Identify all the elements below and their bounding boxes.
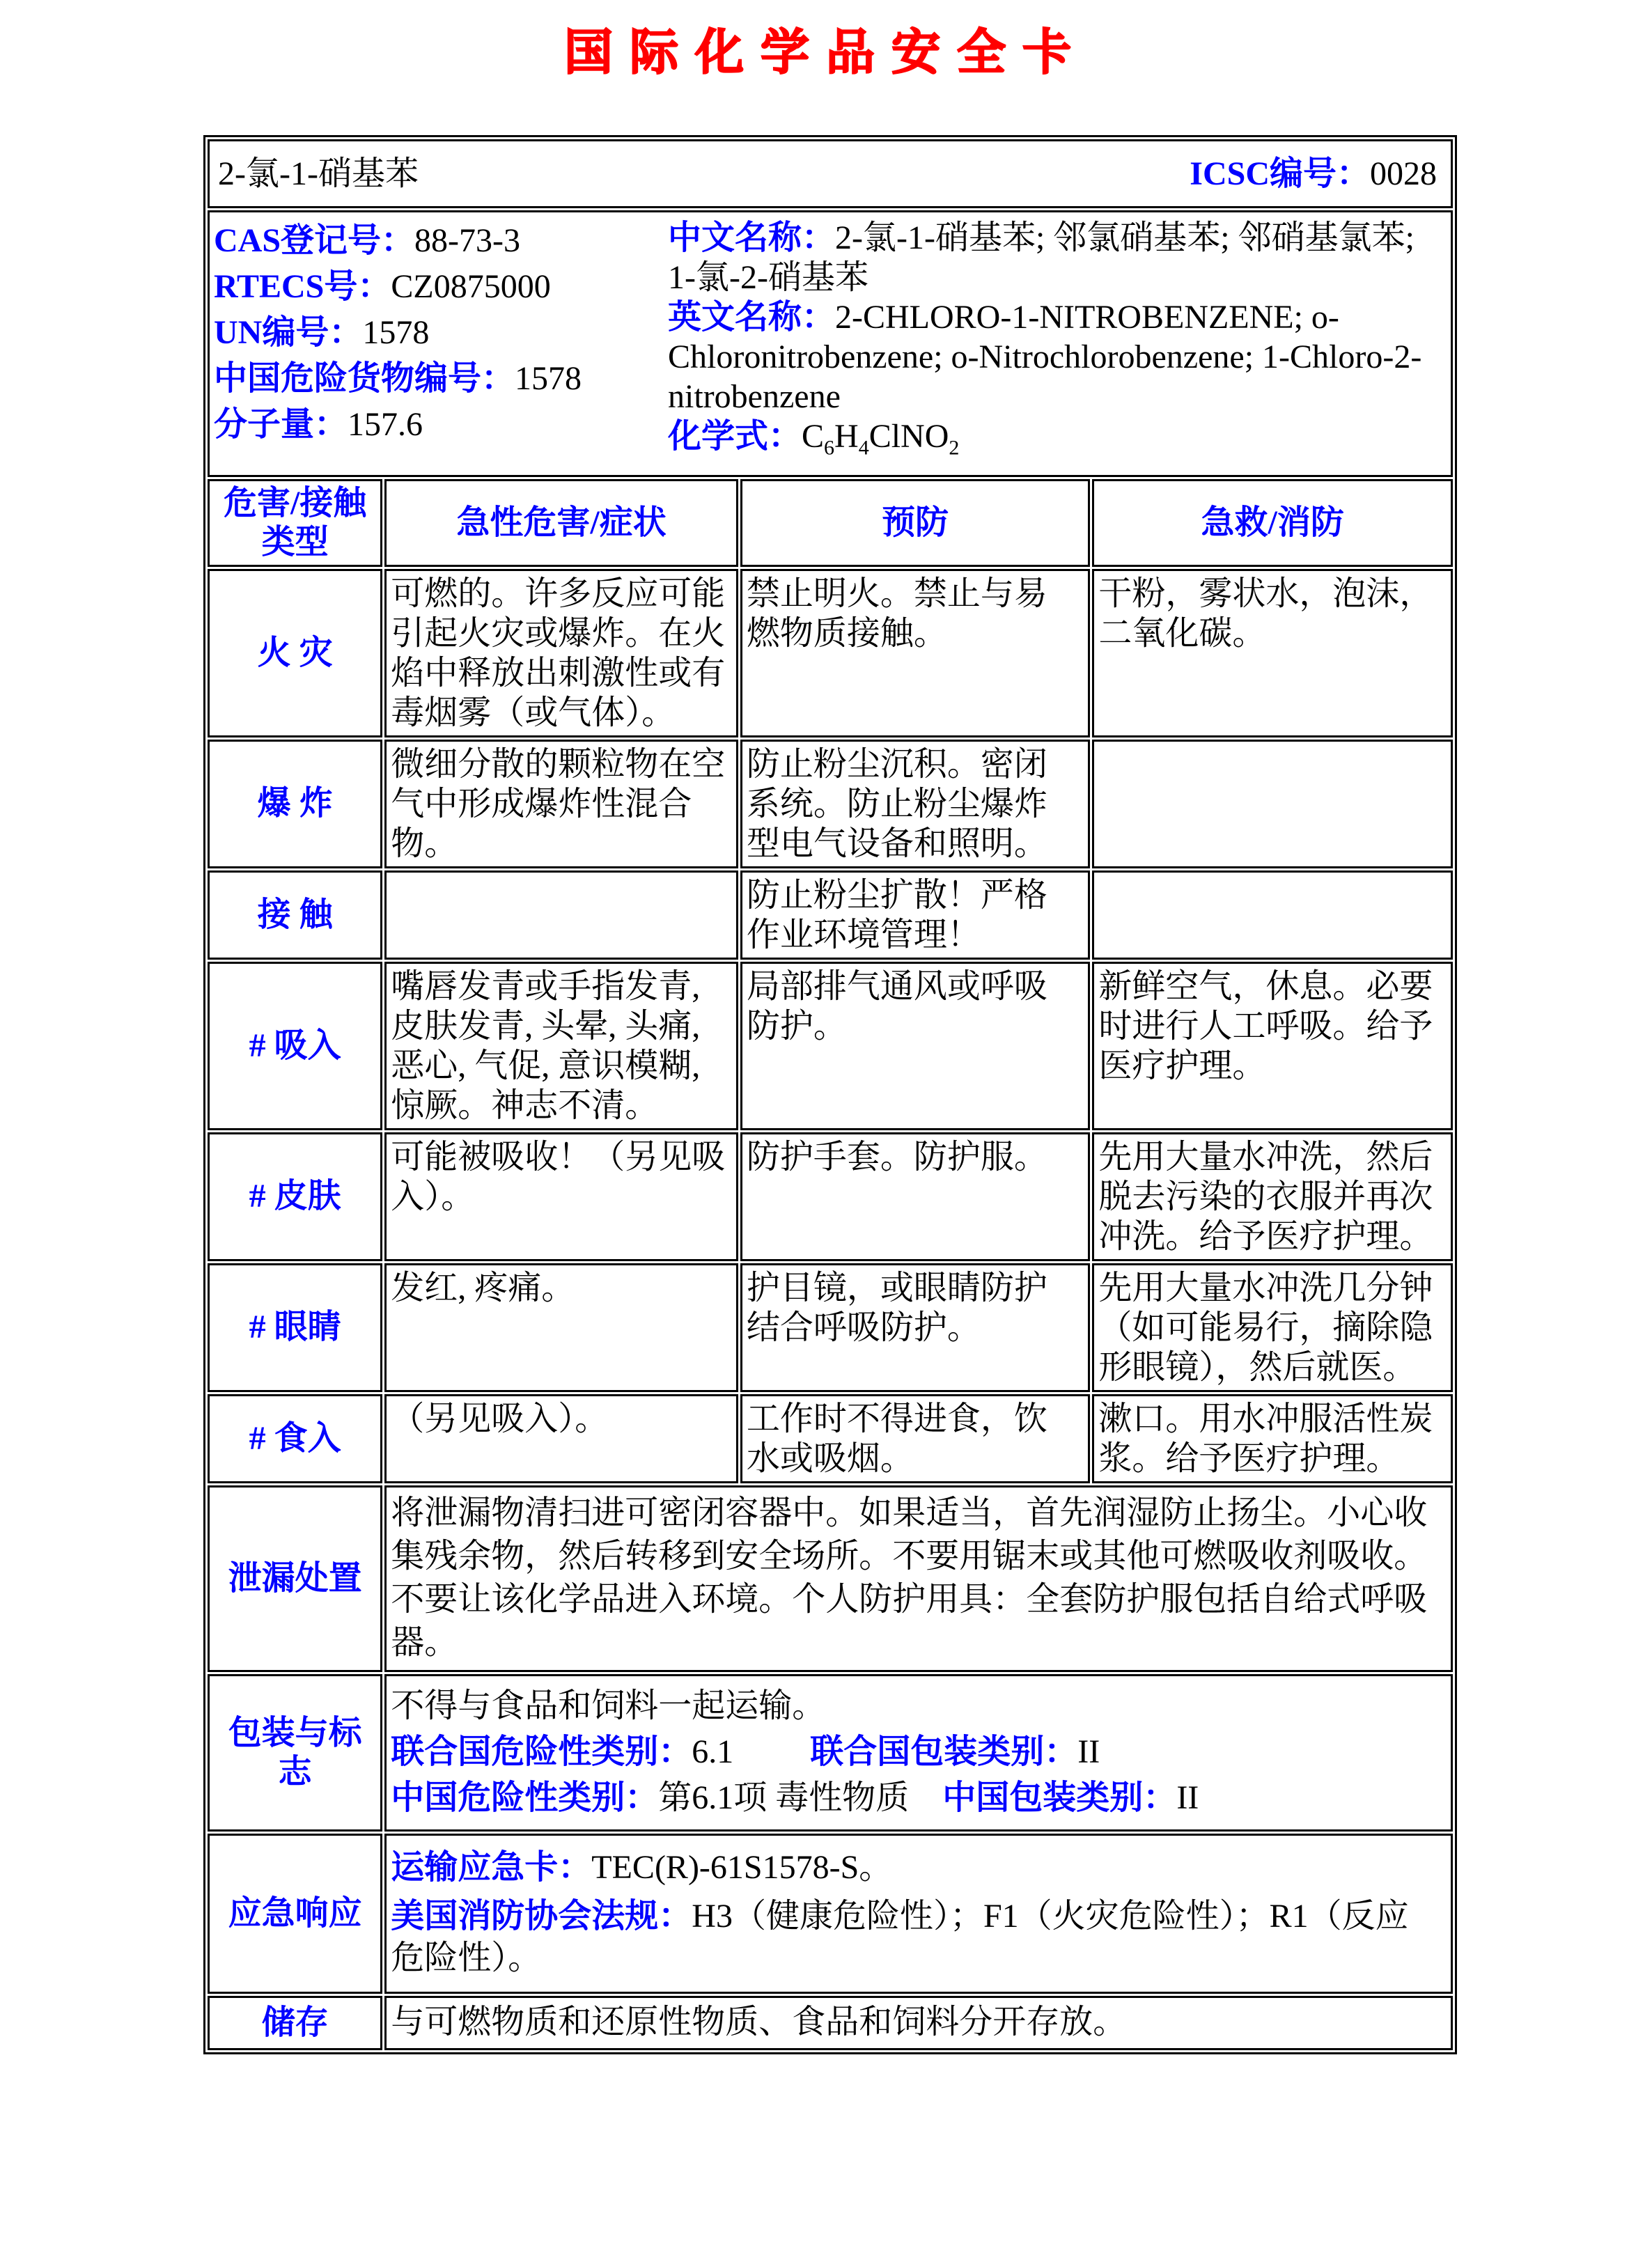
- eyes-symptoms: 发红, 疼痛。: [384, 1263, 738, 1392]
- section-row-storage: [208, 1996, 1453, 2050]
- spillage-text: 将泄漏物清扫进可密闭容器中。如果适当，首先润湿防止扬尘。小心收集残余物，然后转移到安全场所。不要用锯末或其他可燃吸收剂吸收。不要让该化学品进入环境。个人防护用具：全套防护服包括自给式呼吸器。: [384, 1485, 1453, 1672]
- un-pack-group-value: II: [1077, 1733, 1100, 1770]
- icsc-page: [0, 15, 1652, 2241]
- chinese-name-line: [668, 218, 1434, 297]
- nfpa-code-line: [391, 1896, 1438, 1979]
- china-hazard-class-label: 中国危险性类别：: [391, 1779, 659, 1816]
- hazard-row-explosion: [208, 740, 1453, 868]
- chinese-name-label: 中文名称：: [668, 219, 836, 256]
- hazard-header-row: [208, 479, 1453, 567]
- identifiers-right-column: [668, 218, 1434, 468]
- hazard-row-fire: [208, 569, 1453, 737]
- icsc-number-group: [1190, 154, 1437, 194]
- packaging-content: [384, 1674, 1453, 1832]
- un-number-label: UN编号：: [214, 314, 363, 351]
- formula-value: $C_6H_4ClNO_2$: [802, 418, 960, 460]
- explosion-prevention: 防止粉尘沉积。密闭系统。防止粉尘爆炸型电气设备和照明。: [740, 740, 1091, 868]
- formula-line: [668, 416, 1434, 468]
- un-pack-group-label: 联合国包装类别：: [810, 1733, 1078, 1770]
- header-symptoms: 急性危害/症状: [384, 479, 738, 567]
- spillage-label: 泄漏处置: [208, 1485, 382, 1672]
- card-title-cell: [208, 139, 1453, 208]
- molecular-weight-value: 157.6: [348, 406, 423, 443]
- emergency-content: [384, 1834, 1453, 1994]
- icsc-number-value: 0028: [1370, 155, 1437, 192]
- transport-emergency-card-label: 运输应急卡：: [391, 1848, 592, 1886]
- storage-text: 与可燃物质和还原性物质、食品和饲料分开存放。: [384, 1996, 1453, 2050]
- identifiers-cell: [208, 210, 1453, 477]
- hazard-type-explosion: 爆 炸: [208, 740, 382, 868]
- molecular-weight-label: 分子量：: [214, 406, 348, 443]
- hazard-type-exposure: 接 触: [208, 870, 382, 960]
- ingestion-symptoms: （另见吸入）。: [384, 1394, 738, 1483]
- icsc-number-label: ICSC编号：: [1190, 155, 1370, 192]
- skin-symptoms: 可能被吸收！（另见吸入）。: [384, 1132, 738, 1261]
- inhalation-prevention: 局部排气通风或呼吸防护。: [740, 962, 1091, 1130]
- explosion-response: [1092, 740, 1453, 868]
- eyes-response: 先用大量水冲洗几分钟（如可能易行，摘除隐形眼镜），然后就医。: [1092, 1263, 1453, 1392]
- nfpa-code-value: H3（健康危险性）；F1（火灾危险性）；R1（反应危险性）。: [391, 1897, 1409, 1976]
- hazard-type-inhalation: # 吸入: [208, 962, 382, 1130]
- skin-prevention: 防护手套。防护服。: [740, 1132, 1091, 1261]
- molecular-weight-line: [214, 402, 668, 448]
- exposure-prevention: 防止粉尘扩散！严格作业环境管理！: [740, 870, 1091, 960]
- packaging-transport-note: 不得与食品和饲料一起运输。: [391, 1687, 826, 1724]
- rtecs-number-line: [214, 264, 668, 310]
- identifiers-left-column: [214, 218, 668, 468]
- storage-label: 储存: [208, 1996, 382, 2050]
- cas-number-value: 88-73-3: [414, 222, 520, 259]
- header-response: 急救/消防: [1092, 479, 1453, 567]
- hazard-row-skin: [208, 1132, 1453, 1261]
- hazard-type-skin: # 皮肤: [208, 1132, 382, 1261]
- rtecs-number-label: RTECS号：: [214, 268, 391, 305]
- inhalation-response: 新鲜空气，休息。必要时进行人工呼吸。给予医疗护理。: [1092, 962, 1453, 1130]
- un-hazard-class-label: 联合国危险性类别：: [391, 1733, 692, 1770]
- china-pack-group-value: II: [1176, 1779, 1199, 1816]
- ingestion-response: 漱口。用水冲服活性炭浆。给予医疗护理。: [1092, 1394, 1453, 1483]
- hazard-row-exposure: [208, 870, 1453, 960]
- chinese-name-value: 2-氯-1-硝基苯; 邻氯硝基苯; 邻硝基氯苯; 1-氯-2-硝基苯: [668, 219, 1415, 296]
- inhalation-symptoms: 嘴唇发青或手指发青, 皮肤发青, 头晕, 头痛, 恶心, 气促, 意识模糊, 惊厥。神志不清。: [384, 962, 738, 1130]
- china-dg-number-line: [214, 356, 668, 402]
- header-hazard-type: 危害/接触类型: [208, 479, 382, 567]
- packaging-label: 包装与标志: [208, 1674, 382, 1832]
- emergency-label: 应急响应: [208, 1834, 382, 1994]
- hazard-type-fire: 火 灾: [208, 569, 382, 737]
- packaging-un-line: [391, 1732, 1438, 1772]
- hazard-row-ingestion: [208, 1394, 1453, 1483]
- transport-emergency-card-line: [391, 1847, 1438, 1889]
- english-name-label: 英文名称：: [668, 299, 836, 336]
- skin-response: 先用大量水冲洗，然后脱去污染的衣服并再次冲洗。给予医疗护理。: [1092, 1132, 1453, 1261]
- page-title: 国际化学品安全卡: [564, 26, 1088, 80]
- formula-label: 化学式：: [668, 418, 802, 455]
- china-dg-number-label: 中国危险货物编号：: [214, 360, 515, 397]
- transport-emergency-card-value: TEC(R)-61S1578-S。: [591, 1848, 893, 1886]
- section-row-spillage: [208, 1485, 1453, 1672]
- hazard-row-eyes: [208, 1263, 1453, 1392]
- china-hazard-class-value: 第6.1项 毒性物质: [658, 1779, 910, 1816]
- hazard-row-inhalation: [208, 962, 1453, 1130]
- chemical-name: 2-氯-1-硝基苯: [218, 155, 419, 192]
- rtecs-number-value: CZ0875000: [391, 268, 551, 305]
- header-prevention: 预防: [740, 479, 1091, 567]
- exposure-response: [1092, 870, 1453, 960]
- hazard-type-ingestion: # 食入: [208, 1394, 382, 1483]
- fire-prevention: 禁止明火。禁止与易燃物质接触。: [740, 569, 1091, 737]
- china-pack-group-label: 中国包装类别：: [942, 1779, 1177, 1816]
- icsc-card-table: [203, 135, 1457, 2054]
- china-dg-number-value: 1578: [515, 360, 582, 397]
- un-number-line: [214, 310, 668, 356]
- english-name-value: 2-CHLORO-1-NITROBENZENE; o-Chloronitrobenzene; o-Nitrochlorobenzene; 1-Chloro-2-nitrobenzene: [668, 299, 1422, 415]
- packaging-china-line: [391, 1778, 1438, 1818]
- section-row-emergency: [208, 1834, 1453, 1994]
- ingestion-prevention: 工作时不得进食，饮水或吸烟。: [740, 1394, 1091, 1483]
- un-hazard-class-value: 6.1: [692, 1733, 734, 1770]
- hazard-type-eyes: # 眼睛: [208, 1263, 382, 1392]
- cas-number-line: [214, 218, 668, 264]
- english-name-line: [668, 297, 1434, 416]
- fire-symptoms: 可燃的。许多反应可能引起火灾或爆炸。在火焰中释放出刺激性或有毒烟雾（或气体）。: [384, 569, 738, 737]
- nfpa-code-label: 美国消防协会法规：: [391, 1897, 692, 1935]
- explosion-symptoms: 微细分散的颗粒物在空气中形成爆炸性混合物。: [384, 740, 738, 868]
- section-row-packaging: [208, 1674, 1453, 1832]
- identifiers-row: [208, 210, 1453, 477]
- exposure-symptoms: [384, 870, 738, 960]
- card-title-row: [208, 139, 1453, 208]
- un-number-value: 1578: [362, 314, 430, 351]
- fire-response: 干粉，雾状水，泡沫，二氧化碳。: [1092, 569, 1453, 737]
- cas-number-label: CAS登记号：: [214, 222, 415, 259]
- eyes-prevention: 护目镜，或眼睛防护结合呼吸防护。: [740, 1263, 1091, 1392]
